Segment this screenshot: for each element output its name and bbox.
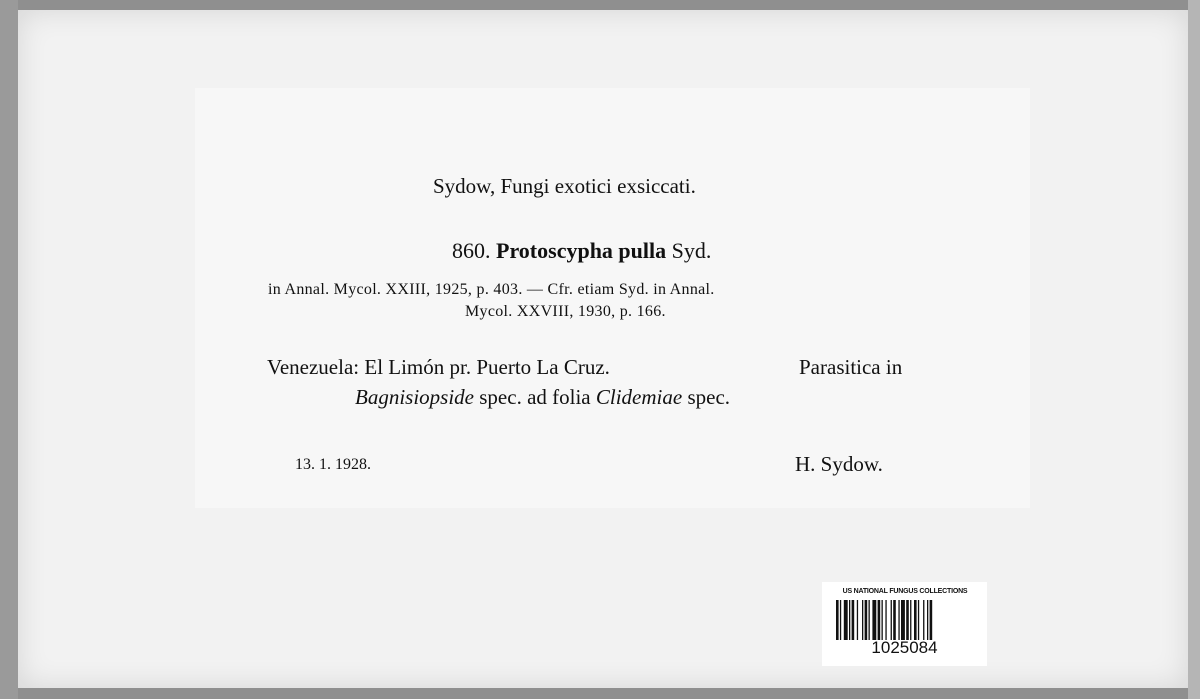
species-author: Syd.	[671, 238, 712, 263]
host-line	[355, 385, 730, 410]
reference-line-2: Mycol. XXVIII, 1930, p. 166.	[465, 303, 666, 320]
habitat-prefix: Parasitica in	[799, 355, 903, 379]
locality: Venezuela: El Limón pr. Puerto La Cruz.	[267, 355, 610, 379]
host-end: spec.	[687, 385, 731, 409]
collector: H. Sydow.	[795, 452, 883, 476]
barcode-label	[822, 582, 987, 666]
background-edge-left	[0, 0, 18, 699]
collection-date: 13. 1. 1928.	[295, 456, 371, 473]
reference-line-1: in Annal. Mycol. XXIII, 1925, p. 403. — Cfr. etiam Syd. in Annal.	[268, 281, 715, 298]
barcode-institution: US NATIONAL FUNGUS COLLECTIONS	[842, 588, 968, 595]
barcode-number: 1025084	[871, 638, 938, 657]
background-edge-right	[1188, 0, 1200, 699]
exsiccata-number: 860.	[452, 238, 491, 263]
host-mid: spec. ad folia	[479, 385, 591, 409]
host-genus: Bagnisiopside	[355, 385, 474, 409]
species-name: Protoscypha pulla	[496, 238, 667, 263]
host-plant: Clidemiae	[595, 385, 683, 409]
barcode-bars	[836, 600, 974, 640]
series-header: Sydow, Fungi exotici exsiccati.	[433, 174, 696, 198]
species-line	[452, 238, 711, 264]
